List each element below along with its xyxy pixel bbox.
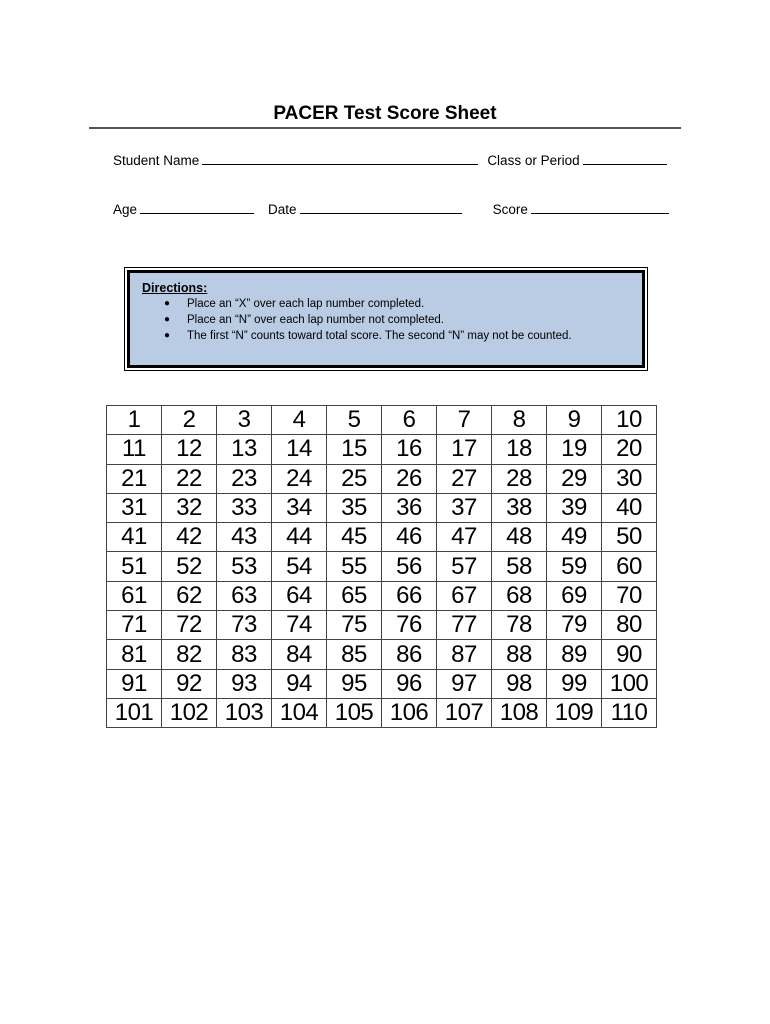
lap-cell[interactable]: 59 <box>547 552 602 581</box>
lap-grid-row <box>107 435 657 464</box>
lap-cell[interactable]: 7 <box>437 406 492 435</box>
directions-heading: Directions: <box>142 281 208 295</box>
lap-cell[interactable]: 41 <box>107 523 162 552</box>
bullet-icon: ● <box>164 330 171 341</box>
directions-item <box>142 296 630 312</box>
lap-cell[interactable]: 21 <box>107 464 162 493</box>
lap-cell[interactable]: 61 <box>107 581 162 610</box>
directions-panel <box>127 270 645 368</box>
lap-cell[interactable]: 81 <box>107 640 162 669</box>
lap-cell[interactable]: 92 <box>162 669 217 698</box>
lap-cell[interactable]: 30 <box>602 464 657 493</box>
lap-cell[interactable]: 64 <box>272 581 327 610</box>
directions-item <box>142 312 630 328</box>
lap-cell[interactable]: 36 <box>382 493 437 522</box>
lap-cell[interactable]: 32 <box>162 493 217 522</box>
lap-cell[interactable]: 24 <box>272 464 327 493</box>
lap-cell[interactable]: 86 <box>382 640 437 669</box>
lap-cell[interactable]: 56 <box>382 552 437 581</box>
lap-cell[interactable]: 69 <box>547 581 602 610</box>
class-period-line[interactable] <box>583 152 667 165</box>
lap-cell[interactable]: 39 <box>547 493 602 522</box>
lap-cell[interactable]: 10 <box>602 406 657 435</box>
lap-grid-body <box>107 406 657 728</box>
lap-cell[interactable]: 102 <box>162 698 217 727</box>
lap-cell[interactable]: 63 <box>217 581 272 610</box>
lap-cell[interactable]: 85 <box>327 640 382 669</box>
lap-cell[interactable]: 101 <box>107 698 162 727</box>
lap-cell[interactable]: 15 <box>327 435 382 464</box>
lap-grid-row <box>107 523 657 552</box>
lap-cell[interactable]: 16 <box>382 435 437 464</box>
directions-list <box>142 296 630 344</box>
lap-cell[interactable]: 40 <box>602 493 657 522</box>
lap-cell[interactable]: 65 <box>327 581 382 610</box>
lap-cell[interactable]: 78 <box>492 611 547 640</box>
bullet-icon: ● <box>164 314 171 325</box>
lap-cell[interactable]: 96 <box>382 669 437 698</box>
lap-cell[interactable]: 43 <box>217 523 272 552</box>
lap-cell[interactable]: 51 <box>107 552 162 581</box>
lap-cell[interactable]: 60 <box>602 552 657 581</box>
lap-cell[interactable]: 108 <box>492 698 547 727</box>
lap-cell[interactable]: 6 <box>382 406 437 435</box>
lap-cell[interactable]: 103 <box>217 698 272 727</box>
lap-cell[interactable]: 77 <box>437 611 492 640</box>
lap-cell[interactable]: 84 <box>272 640 327 669</box>
lap-cell[interactable]: 74 <box>272 611 327 640</box>
lap-cell[interactable]: 89 <box>547 640 602 669</box>
lap-cell[interactable]: 76 <box>382 611 437 640</box>
lap-cell[interactable]: 47 <box>437 523 492 552</box>
lap-cell[interactable]: 33 <box>217 493 272 522</box>
directions-item-text: Place an “N” over each lap number not completed. <box>187 314 444 326</box>
lap-cell[interactable]: 94 <box>272 669 327 698</box>
lap-cell[interactable]: 79 <box>547 611 602 640</box>
lap-cell[interactable]: 13 <box>217 435 272 464</box>
lap-cell[interactable]: 14 <box>272 435 327 464</box>
lap-cell[interactable]: 73 <box>217 611 272 640</box>
lap-cell[interactable]: 3 <box>217 406 272 435</box>
student-info-row <box>113 152 667 168</box>
lap-cell[interactable]: 80 <box>602 611 657 640</box>
score-line[interactable] <box>531 201 669 214</box>
lap-cell[interactable]: 4 <box>272 406 327 435</box>
class-period-field[interactable] <box>487 152 666 168</box>
lap-cell[interactable]: 67 <box>437 581 492 610</box>
lap-cell[interactable]: 57 <box>437 552 492 581</box>
lap-cell[interactable]: 58 <box>492 552 547 581</box>
lap-cell[interactable]: 22 <box>162 464 217 493</box>
lap-cell[interactable]: 82 <box>162 640 217 669</box>
age-line[interactable] <box>140 201 254 214</box>
lap-cell[interactable]: 110 <box>602 698 657 727</box>
lap-cell[interactable]: 90 <box>602 640 657 669</box>
date-label: Date <box>268 202 297 217</box>
lap-grid <box>106 405 657 728</box>
lap-cell[interactable]: 87 <box>437 640 492 669</box>
page-title: PACER Test Score Sheet <box>273 103 497 124</box>
bullet-icon: ● <box>164 298 171 309</box>
lap-cell[interactable]: 31 <box>107 493 162 522</box>
lap-cell[interactable]: 100 <box>602 669 657 698</box>
lap-grid-row <box>107 552 657 581</box>
lap-cell[interactable]: 49 <box>547 523 602 552</box>
lap-grid-row <box>107 464 657 493</box>
test-info-row <box>113 201 669 217</box>
lap-grid-row <box>107 698 657 727</box>
directions-box <box>124 267 648 371</box>
lap-cell[interactable]: 53 <box>217 552 272 581</box>
lap-cell[interactable]: 1 <box>107 406 162 435</box>
lap-cell[interactable]: 34 <box>272 493 327 522</box>
lap-cell[interactable]: 70 <box>602 581 657 610</box>
lap-cell[interactable]: 75 <box>327 611 382 640</box>
lap-cell[interactable]: 44 <box>272 523 327 552</box>
lap-cell[interactable]: 88 <box>492 640 547 669</box>
lap-grid-row <box>107 669 657 698</box>
directions-item-text: The first “N” counts toward total score. The second “N” may not be counted. <box>187 330 572 342</box>
lap-cell[interactable]: 83 <box>217 640 272 669</box>
lap-cell[interactable]: 5 <box>327 406 382 435</box>
lap-cell[interactable]: 18 <box>492 435 547 464</box>
lap-cell[interactable]: 38 <box>492 493 547 522</box>
lap-cell[interactable]: 42 <box>162 523 217 552</box>
lap-cell[interactable]: 19 <box>547 435 602 464</box>
lap-cell[interactable]: 8 <box>492 406 547 435</box>
lap-cell[interactable]: 46 <box>382 523 437 552</box>
lap-cell[interactable]: 91 <box>107 669 162 698</box>
lap-cell[interactable]: 11 <box>107 435 162 464</box>
student-name-line[interactable] <box>202 152 478 165</box>
lap-grid-row <box>107 640 657 669</box>
lap-cell[interactable]: 20 <box>602 435 657 464</box>
student-name-field[interactable] <box>113 152 478 168</box>
lap-cell[interactable]: 68 <box>492 581 547 610</box>
lap-cell[interactable]: 62 <box>162 581 217 610</box>
score-field[interactable] <box>493 201 669 217</box>
date-line[interactable] <box>300 201 462 214</box>
lap-cell[interactable]: 23 <box>217 464 272 493</box>
lap-cell[interactable]: 109 <box>547 698 602 727</box>
student-name-label: Student Name <box>113 153 200 168</box>
score-label: Score <box>492 202 528 217</box>
lap-cell[interactable]: 26 <box>382 464 437 493</box>
lap-cell[interactable]: 45 <box>327 523 382 552</box>
lap-cell[interactable]: 55 <box>327 552 382 581</box>
lap-grid-row <box>107 406 657 435</box>
lap-cell[interactable]: 99 <box>547 669 602 698</box>
lap-cell[interactable]: 66 <box>382 581 437 610</box>
lap-cell[interactable]: 72 <box>162 611 217 640</box>
lap-cell[interactable]: 28 <box>492 464 547 493</box>
age-field[interactable] <box>113 201 254 217</box>
lap-cell[interactable]: 71 <box>107 611 162 640</box>
lap-cell[interactable]: 25 <box>327 464 382 493</box>
lap-cell[interactable]: 105 <box>327 698 382 727</box>
lap-cell[interactable]: 9 <box>547 406 602 435</box>
date-field[interactable] <box>268 201 462 217</box>
lap-cell[interactable]: 54 <box>272 552 327 581</box>
lap-cell[interactable]: 97 <box>437 669 492 698</box>
lap-cell[interactable]: 52 <box>162 552 217 581</box>
lap-grid-row <box>107 611 657 640</box>
lap-cell[interactable]: 98 <box>492 669 547 698</box>
directions-item <box>142 328 630 344</box>
lap-cell[interactable]: 12 <box>162 435 217 464</box>
lap-grid-row <box>107 493 657 522</box>
lap-cell[interactable]: 48 <box>492 523 547 552</box>
lap-cell[interactable]: 37 <box>437 493 492 522</box>
lap-cell[interactable]: 104 <box>272 698 327 727</box>
class-period-label: Class or Period <box>487 153 580 168</box>
title-divider <box>89 127 681 129</box>
lap-cell[interactable]: 17 <box>437 435 492 464</box>
lap-cell[interactable]: 50 <box>602 523 657 552</box>
age-label: Age <box>113 202 138 217</box>
lap-cell[interactable]: 27 <box>437 464 492 493</box>
lap-cell[interactable]: 35 <box>327 493 382 522</box>
lap-cell[interactable]: 29 <box>547 464 602 493</box>
lap-grid-row <box>107 581 657 610</box>
directions-item-text: Place an “X” over each lap number completed. <box>187 298 425 310</box>
lap-cell[interactable]: 106 <box>382 698 437 727</box>
lap-cell[interactable]: 107 <box>437 698 492 727</box>
lap-cell[interactable]: 93 <box>217 669 272 698</box>
lap-cell[interactable]: 95 <box>327 669 382 698</box>
lap-cell[interactable]: 2 <box>162 406 217 435</box>
